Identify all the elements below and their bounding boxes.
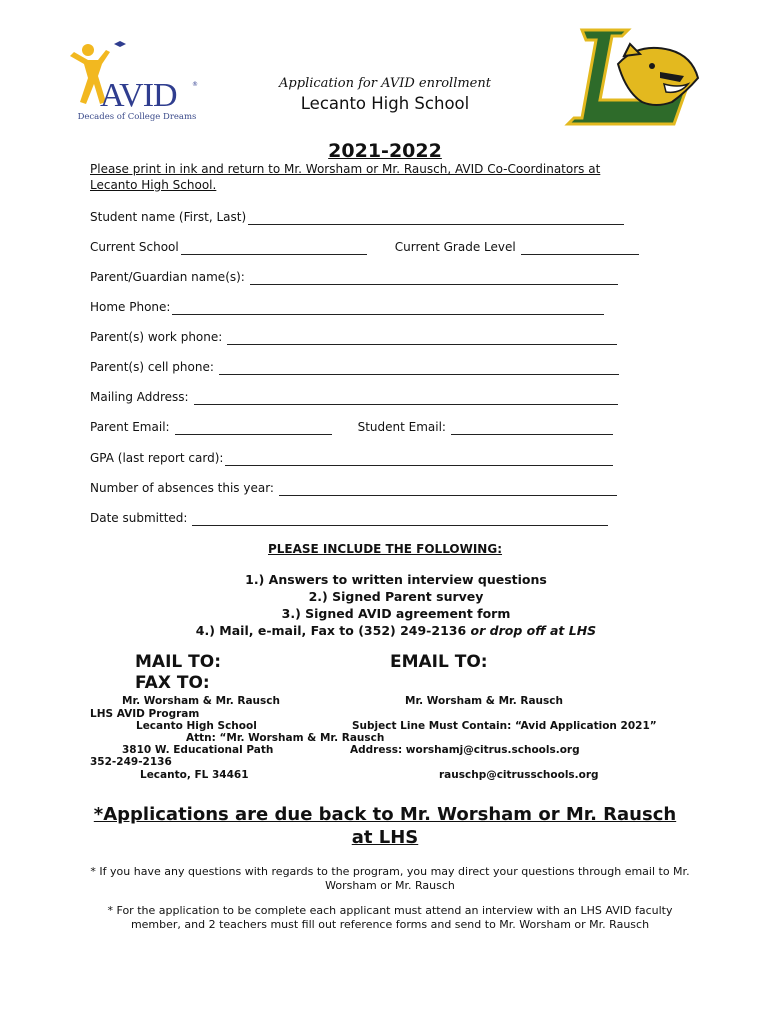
mail-fax-heading (135, 652, 221, 694)
include-item-4 (0, 622, 770, 639)
parent-email-label: Parent Email: (90, 420, 170, 434)
school-year: 2021-2022 (328, 140, 442, 162)
absences-field[interactable] (279, 482, 617, 496)
home-phone-field[interactable] (172, 301, 604, 315)
email-subject-line: Subject Line Must Contain: “Avid Application 2021” (352, 720, 657, 732)
student-name-row (90, 207, 624, 225)
date-submitted-row (90, 508, 608, 526)
include-item-2: 2.) Signed Parent survey (308, 589, 484, 604)
home-phone-row (90, 297, 604, 315)
work-phone-field[interactable] (227, 331, 617, 345)
work-phone-row (90, 327, 617, 345)
return-instructions: Please print in ink and return to Mr. Worsham or Mr. Rausch, AVID Co-Coordinators at Lecanto High School. (90, 162, 601, 192)
include-item-1: 1.) Answers to written interview questions (245, 572, 547, 587)
gpa-label: GPA (last report card): (90, 451, 224, 465)
student-email-label: Student Email: (357, 420, 446, 434)
cell-phone-row (90, 357, 619, 375)
include-heading: PLEASE INCLUDE THE FOLLOWING: (267, 542, 503, 556)
school-grade-row (90, 237, 639, 255)
include-item-4-main: 4.) Mail, e-mail, Fax to (352) 249-2136 (195, 623, 467, 638)
due-notice (0, 803, 770, 849)
mail-line-6: 352-249-2136 (90, 756, 172, 768)
mailing-address-field[interactable] (194, 391, 618, 405)
due-line-2: at LHS (351, 827, 419, 848)
school-name: Lecanto High School (300, 94, 470, 113)
email-address-2[interactable]: rauschp@citrusschools.org (439, 769, 599, 781)
cell-phone-label: Parent(s) cell phone: (90, 360, 214, 374)
mailing-address-label: Mailing Address: (90, 390, 189, 404)
interview-note: * For the application to be complete each applicant must attend an interview with an LHS AVID faculty member, and 2 teachers must fill out reference forms and send to Mr. Worsham or Mr. Rausch (107, 904, 673, 931)
avid-tagline: Decades of College Dreams (77, 112, 197, 122)
mail-line-4: Attn: “Mr. Worsham & Mr. Rausch (186, 732, 385, 744)
mail-line-5: 3810 W. Educational Path (122, 744, 274, 756)
email-row (90, 417, 613, 435)
fax-to-heading: FAX TO: (135, 673, 210, 693)
include-list (0, 571, 770, 639)
mailing-address-row (90, 387, 618, 405)
gpa-row (90, 448, 613, 466)
mail-line-3: Lecanto High School (136, 720, 257, 732)
due-line-1: *Applications are due back to Mr. Worsham or Mr. Rausch (93, 804, 677, 825)
include-item-4-italic: or drop off at LHS (470, 623, 597, 638)
current-grade-label: Current Grade Level (394, 240, 516, 254)
avid-wordmark: AVID (100, 77, 177, 114)
student-email-field[interactable] (451, 421, 613, 435)
svg-text:®: ® (192, 81, 198, 88)
application-title: Application for AVID enrollment (279, 76, 491, 91)
guardian-row (90, 267, 618, 285)
current-school-field[interactable] (181, 241, 367, 255)
date-submitted-field[interactable] (192, 512, 608, 526)
email-line-1: Mr. Worsham & Mr. Rausch (405, 695, 563, 707)
absences-label: Number of absences this year: (90, 481, 274, 495)
questions-note: * If you have any questions with regards to the program, you may direct your questions through email to Mr. Worsham or Mr. Rausch (90, 865, 690, 892)
date-submitted-label: Date submitted: (90, 511, 188, 525)
gpa-field[interactable] (225, 452, 613, 466)
mail-line-1: Mr. Worsham & Mr. Rausch (122, 695, 280, 707)
parent-email-field[interactable] (175, 421, 332, 435)
student-name-field[interactable] (248, 211, 624, 225)
mail-line-2: LHS AVID Program (90, 708, 200, 720)
student-name-label: Student name (First, Last) (90, 210, 247, 224)
mail-line-7: Lecanto, FL 34461 (140, 769, 249, 781)
cell-phone-field[interactable] (219, 361, 619, 375)
email-to-heading: EMAIL TO: (390, 652, 488, 672)
include-item-3: 3.) Signed AVID agreement form (281, 606, 511, 621)
current-grade-field[interactable] (521, 241, 639, 255)
mail-to-heading: MAIL TO: (135, 652, 221, 672)
absences-row (90, 478, 617, 496)
email-address-1[interactable]: Address: worshamj@citrus.schools.org (350, 744, 580, 756)
current-school-label: Current School (90, 240, 179, 254)
work-phone-label: Parent(s) work phone: (90, 330, 223, 344)
guardian-names-label: Parent/Guardian name(s): (90, 270, 245, 284)
home-phone-label: Home Phone: (90, 300, 171, 314)
guardian-names-field[interactable] (250, 271, 618, 285)
